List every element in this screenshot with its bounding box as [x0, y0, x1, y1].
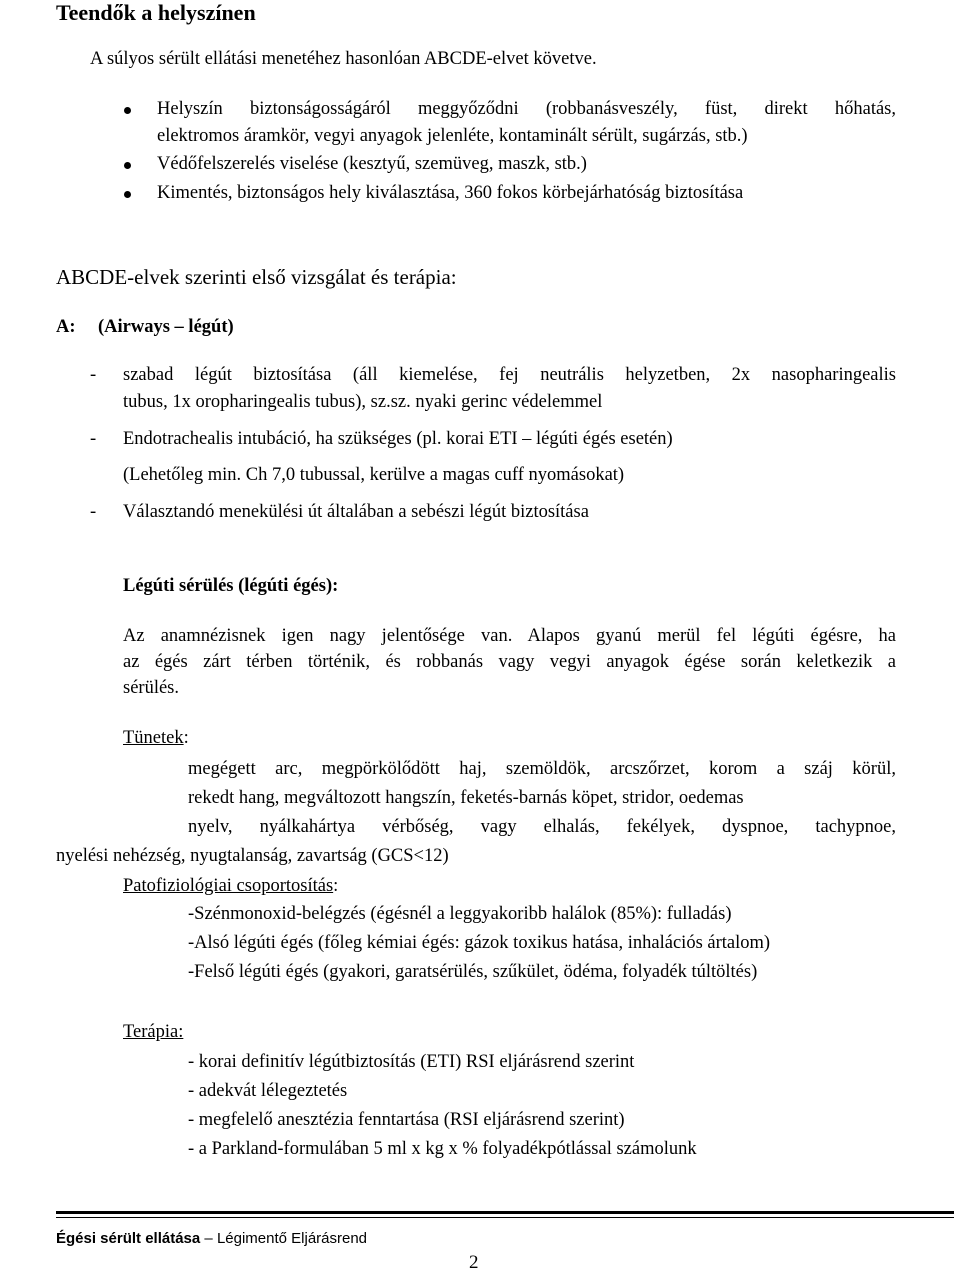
abcde-heading: ABCDE-elvek szerinti első vizsgálat és terápia:	[56, 265, 457, 289]
airway-item-line: tubus, 1x oropharingealis tubus), sz.sz. nyaki gerinc védelemmel	[123, 392, 603, 412]
symptoms-colon: :	[183, 728, 189, 748]
patho-colon: :	[333, 876, 339, 896]
symptoms-line: nyelési nehézség, nyugtalanság, zavartság (GCS<12)	[56, 846, 449, 866]
therapy-item: - a Parkland-formulában 5 ml x kg x % folyadékpótlással számolunk	[188, 1139, 697, 1159]
footer-rule-thin	[56, 1217, 954, 1218]
bullet-dot-icon	[124, 107, 131, 114]
symptoms-label: Tünetek	[123, 728, 184, 748]
footer-bold: Égési sérült ellátása	[56, 1230, 201, 1247]
site-bullet-line: Helyszín biztonságosságáról meggyőződni (robbanásveszély, füst, direkt hőhatás,	[157, 99, 896, 119]
patho-label: Patofiziológiai csoportosítás	[123, 876, 334, 896]
site-bullet-line: elektromos áramkör, vegyi anyagok jelenléte, kontaminált sérült, sugárzás, stb.)	[157, 126, 748, 146]
list-dash: -	[90, 429, 97, 449]
patho-item: -Felső légúti égés (gyakori, garatsérülés, szűkület, ödéma, folyadék túltöltés)	[188, 962, 758, 982]
intro-text: A súlyos sérült ellátási menetéhez hasonlóan ABCDE-elvet követve.	[90, 49, 597, 69]
airway-item-line: (Lehetőleg min. Ch 7,0 tubussal, kerülve a magas cuff nyomásokat)	[123, 465, 625, 485]
symptoms-label-wrap	[123, 729, 189, 748]
footer-rule-thick	[56, 1211, 954, 1214]
page-number: 2	[469, 1252, 479, 1273]
airway-item-line: Endotrachealis intubáció, ha szükséges (pl. korai ETI – légúti égés esetén)	[123, 429, 673, 449]
footer-normal: Légimentő Eljárásrend	[216, 1230, 368, 1247]
section-title: Teendők a helyszínen	[56, 0, 256, 25]
footer-caption	[56, 1230, 367, 1247]
symptoms-line: rekedt hang, megváltozott hangszín, feketés-barnás köpet, stridor, oedemas	[188, 788, 744, 808]
site-bullet-line: Kimentés, biztonságos hely kiválasztása, 360 fokos körbejárhatóság biztosítása	[157, 183, 744, 203]
therapy-item: - adekvát lélegeztetés	[188, 1081, 348, 1101]
therapy-item: - korai definitív légútbiztosítás (ETI) RSI eljárásrend szerint	[188, 1052, 635, 1072]
list-dash: -	[90, 502, 97, 522]
airway-heading: (Airways – légút)	[98, 317, 234, 337]
airway-letter: A:	[56, 317, 76, 337]
patho-item: -Szénmonoxid-belégzés (égésnél a leggyakoribb halálok (85%): fulladás)	[188, 904, 732, 924]
list-dash: -	[90, 365, 97, 385]
airway-item-line: Választandó menekülési út általában a sebészi légút biztosítása	[123, 502, 589, 522]
bullet-dot-icon	[124, 162, 131, 169]
patho-label-wrap	[123, 877, 338, 896]
bullet-dot-icon	[124, 191, 131, 198]
injury-para-line: sérülés.	[123, 678, 179, 698]
airway-item-line: szabad légút biztosítása (áll kiemelése, fej neutrális helyzetben, 2x nasopharingealis	[123, 365, 896, 385]
footer-separator: –	[204, 1230, 213, 1247]
injury-para-line: az égés zárt térben történik, és robbanás vagy vegyi anyagok égése során keletkezik a	[123, 652, 896, 672]
therapy-label: Terápia:	[123, 1022, 184, 1042]
patho-item: -Alsó légúti égés (főleg kémiai égés: gázok toxikus hatása, inhalációs ártalom)	[188, 933, 771, 953]
therapy-item: - megfelelő anesztézia fenntartása (RSI eljárásrend szerint)	[188, 1110, 625, 1130]
injury-heading: Légúti sérülés (légúti égés):	[123, 576, 339, 596]
symptoms-line: nyelv, nyálkahártya vérbőség, vagy elhalás, fekélyek, dyspnoe, tachypnoe,	[188, 817, 896, 837]
symptoms-line: megégett arc, megpörkölődött haj, szemöldök, arcszőrzet, korom a száj körül,	[188, 759, 896, 779]
injury-para-line: Az anamnézisnek igen nagy jelentősége van. Alapos gyanú merül fel légúti égésre, ha	[123, 626, 896, 646]
site-bullet-line: Védőfelszerelés viselése (kesztyű, szemüveg, maszk, stb.)	[157, 154, 587, 174]
